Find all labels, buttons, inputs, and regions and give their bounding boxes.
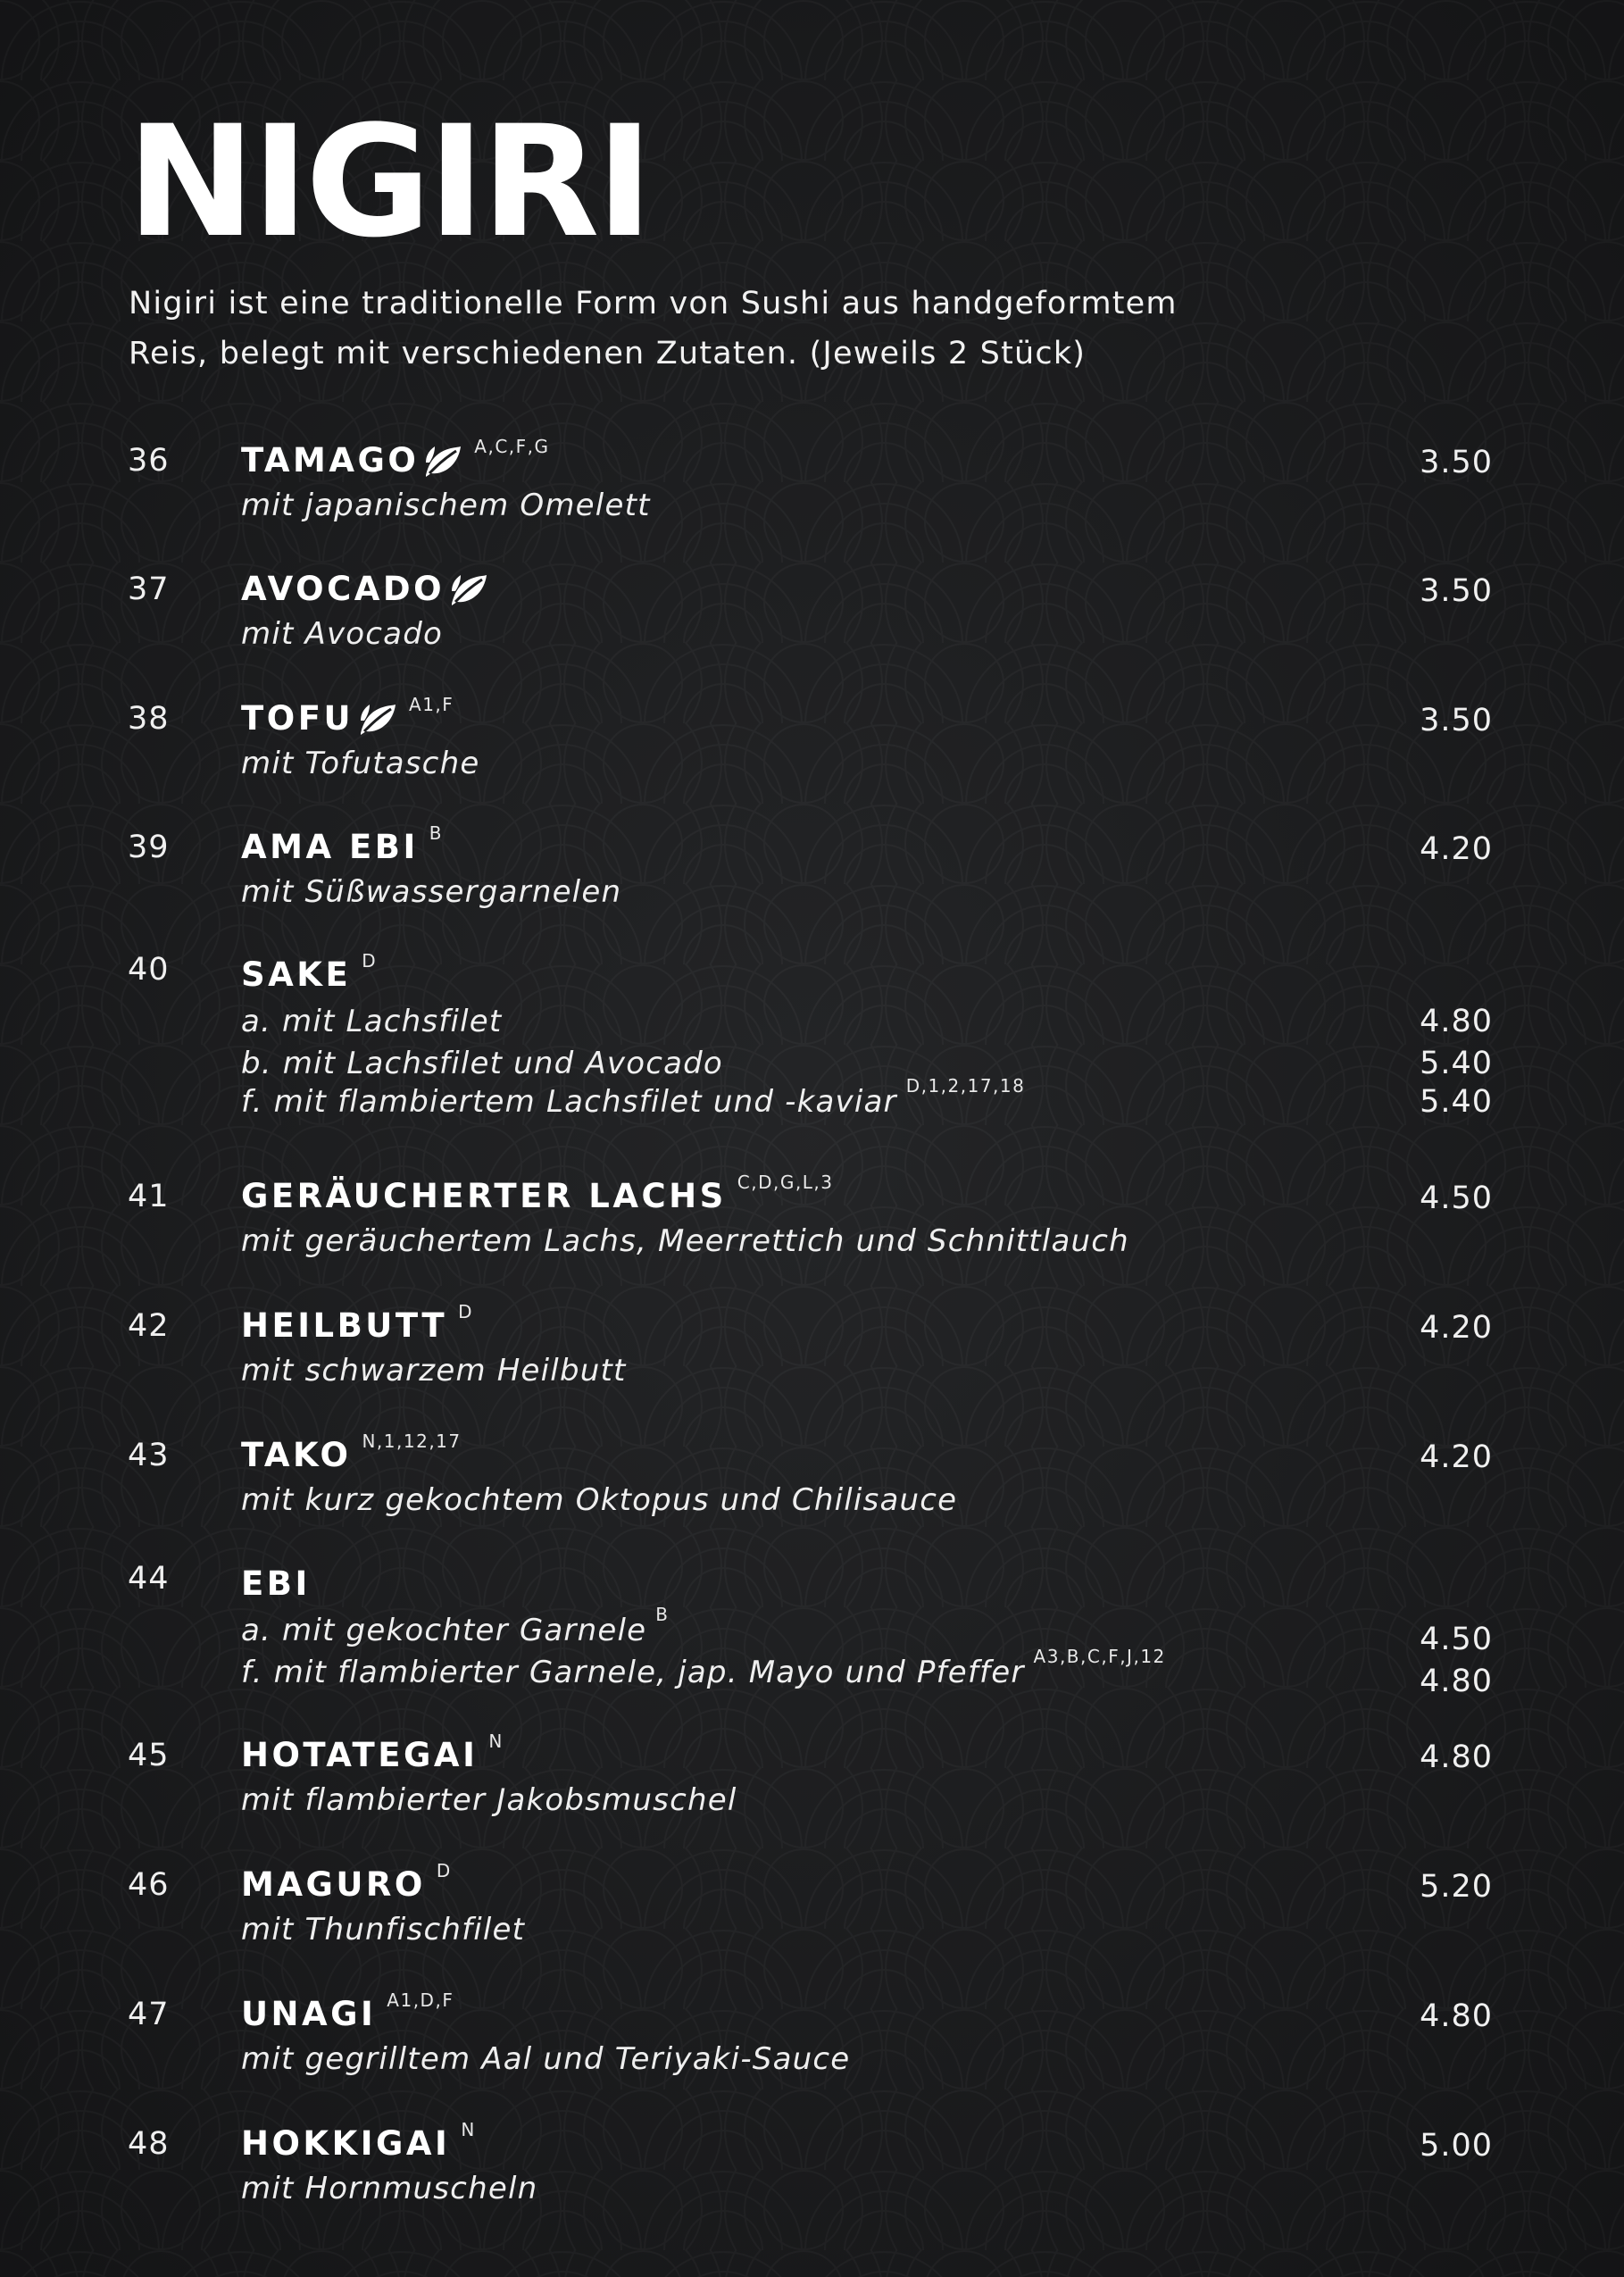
leaf-icon	[450, 571, 489, 607]
item-name: HOKKIGAI	[241, 2124, 451, 2163]
page-title: NIGIRI	[127, 92, 650, 271]
item-name-line	[241, 1172, 834, 1215]
option-label: a. mit Lachsfilet	[241, 1004, 503, 1039]
item-number: 41	[128, 1179, 170, 1214]
item-name-line	[241, 694, 454, 738]
item-name-line	[241, 822, 443, 866]
option-label: f. mit flambierter Garnele, jap. Mayo und Pfeffer	[241, 1655, 1025, 1690]
item-option	[241, 1046, 723, 1081]
item-allergens: B	[429, 822, 443, 844]
item-price: 4.80	[1420, 1998, 1493, 2034]
item-option	[241, 1646, 1166, 1690]
option-price: 4.80	[1420, 1004, 1493, 1039]
item-name-line	[241, 1731, 504, 1774]
item-number: 46	[128, 1867, 170, 1903]
option-label: a. mit gekochter Garnele	[241, 1613, 647, 1648]
option-allergens: B	[655, 1604, 670, 1625]
option-price: 5.40	[1420, 1046, 1493, 1081]
item-description: mit schwarzem Heilbutt	[241, 1353, 627, 1389]
option-label: f. mit flambiertem Lachsfilet und -kaviar	[241, 1084, 897, 1120]
item-number: 39	[128, 830, 170, 865]
item-number: 45	[128, 1738, 170, 1773]
item-description: mit japanischem Omelett	[241, 488, 651, 523]
item-allergens: N	[488, 1731, 504, 1752]
item-option	[241, 1604, 670, 1648]
item-number: 47	[128, 1997, 170, 2032]
item-description: mit geräuchertem Lachs, Meerrettich und Schnittlauch	[241, 1223, 1129, 1259]
option-label: b. mit Lachsfilet und Avocado	[241, 1046, 723, 1081]
intro-line-2: Reis, belegt mit verschiedenen Zutaten. (Jeweils 2 Stück)	[129, 336, 1087, 371]
item-price: 4.20	[1420, 1439, 1493, 1475]
item-number: 48	[128, 2126, 170, 2162]
item-allergens: A1,F	[409, 694, 454, 715]
item-description: mit Thunfischfilet	[241, 1912, 526, 1948]
item-name-line	[241, 2119, 476, 2163]
item-name-line	[241, 571, 489, 607]
item-number: 38	[128, 701, 170, 737]
item-name: SAKE	[241, 955, 352, 994]
item-name-line	[241, 1989, 454, 2033]
item-description: mit kurz gekochtem Oktopus und Chilisauce	[241, 1482, 958, 1518]
item-name-line	[241, 1566, 311, 1602]
item-number: 37	[128, 571, 170, 607]
item-option	[241, 1004, 502, 1039]
item-name: HEILBUTT	[241, 1306, 448, 1345]
item-allergens: D	[436, 1860, 452, 1881]
item-description: mit Avocado	[241, 616, 443, 652]
item-allergens: N	[461, 2119, 476, 2140]
leaf-icon	[424, 443, 463, 479]
item-name: MAGURO	[241, 1865, 426, 1904]
item-name-line	[241, 1301, 474, 1345]
intro-text	[129, 279, 1289, 379]
item-price: 3.50	[1420, 703, 1493, 738]
option-price: 4.50	[1420, 1622, 1493, 1657]
item-description: mit Tofutasche	[241, 746, 480, 781]
item-description: mit Hornmuscheln	[241, 2171, 538, 2206]
item-allergens: C,D,G,L,3	[737, 1172, 834, 1193]
item-name-line	[241, 1860, 452, 1904]
item-description: mit Süßwassergarnelen	[241, 874, 622, 910]
leaf-icon	[359, 701, 398, 737]
item-price: 4.20	[1420, 831, 1493, 867]
item-number: 43	[128, 1438, 170, 1473]
item-option	[241, 1075, 1026, 1120]
item-price: 5.20	[1420, 1869, 1493, 1905]
item-allergens: N,1,12,17	[362, 1430, 462, 1452]
item-price: 4.20	[1420, 1310, 1493, 1346]
item-number: 42	[128, 1308, 170, 1344]
item-price: 4.80	[1420, 1739, 1493, 1775]
item-name: EBI	[241, 1564, 311, 1603]
item-name: TAMAGO	[241, 441, 420, 480]
option-allergens: D,1,2,17,18	[905, 1075, 1026, 1097]
item-name-line	[241, 1430, 462, 1474]
item-name: AVOCADO	[241, 570, 446, 608]
intro-line-1: Nigiri ist eine traditionelle Form von Sushi aus handgeformtem	[129, 286, 1178, 321]
item-allergens: A1,D,F	[387, 1989, 454, 2011]
item-price: 5.00	[1420, 2128, 1493, 2164]
item-description: mit flambierter Jakobsmuschel	[241, 1782, 737, 1818]
item-name-line	[241, 436, 550, 480]
item-name-line	[241, 950, 378, 994]
item-allergens: D	[458, 1301, 474, 1322]
item-description: mit gegrilltem Aal und Teriyaki-Sauce	[241, 2041, 851, 2077]
item-name: AMA EBI	[241, 828, 419, 866]
item-name: TAKO	[241, 1436, 352, 1474]
item-name: UNAGI	[241, 1995, 377, 2033]
item-allergens: A,C,F,G	[474, 436, 550, 457]
item-price: 3.50	[1420, 573, 1493, 609]
item-price: 4.50	[1420, 1180, 1493, 1216]
item-name: GERÄUCHERTER LACHS	[241, 1177, 727, 1215]
item-number: 36	[128, 443, 170, 479]
item-number: 44	[128, 1561, 170, 1597]
option-allergens: A3,B,C,F,J,12	[1033, 1646, 1166, 1667]
item-price: 3.50	[1420, 445, 1493, 480]
option-price: 5.40	[1420, 1084, 1493, 1120]
option-price: 4.80	[1420, 1664, 1493, 1699]
item-number: 40	[128, 952, 170, 988]
item-name: HOTATEGAI	[241, 1736, 479, 1774]
item-allergens: D	[362, 950, 378, 972]
item-name: TOFU	[241, 699, 354, 738]
